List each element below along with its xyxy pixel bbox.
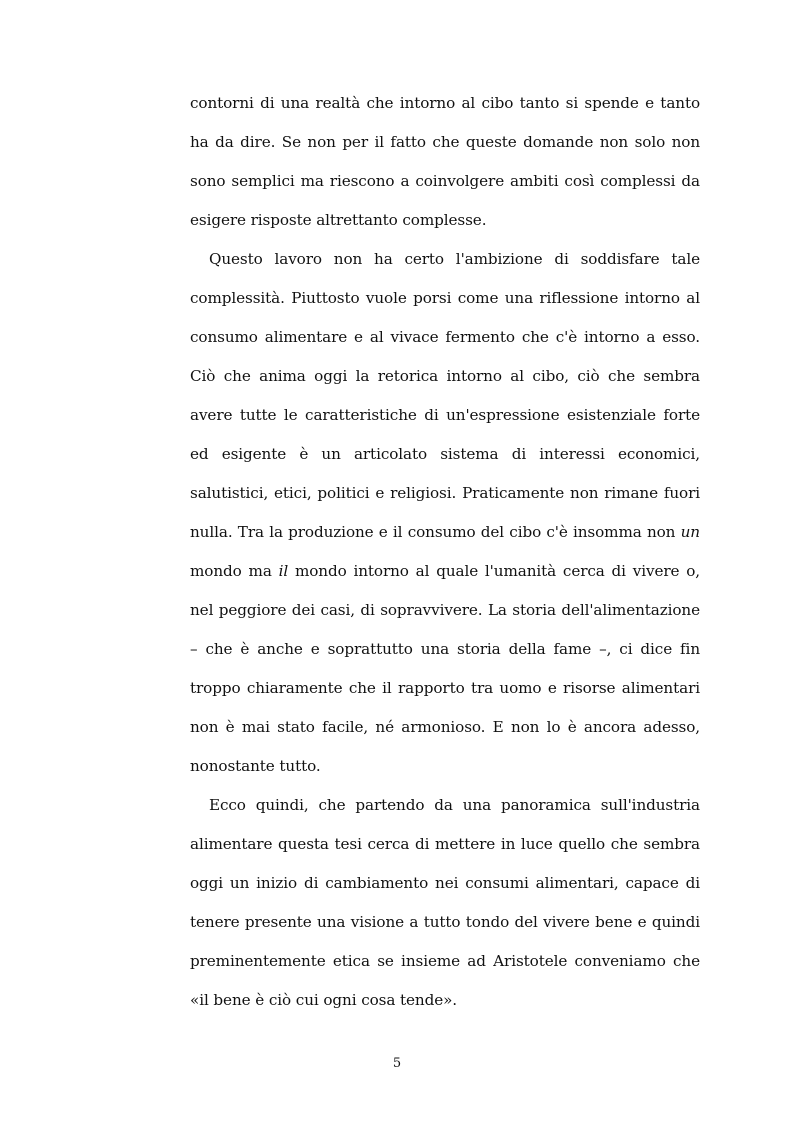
body-text [190,84,700,1020]
paragraph-3: Ecco quindi, che partendo da una panoramica sull'industria alimentare questa tesi cerca di mettere in luce quello che sembra oggi un inizio di cambiamento nei consumi alimentari, capace di tenere presente una visione a tutto tondo del vivere bene e quindi preminentemente etica se insieme ad Aristotele conveniamo che «il bene è ciò cui ogni cosa tende». [190,796,700,1009]
emphasis-un: un [680,523,700,541]
paragraph-2-part-b: mondo ma [190,562,279,580]
paragraph-2 [190,240,700,786]
page-number: 5 [392,1056,402,1071]
paragraph-2-part-c: mondo intorno al quale l'umanità cerca di vivere o, nel peggiore dei casi, di sopravvivere. La storia dell'alimentazione – che è anche e soprattutto una storia della fame –, ci dice fin troppo chiaramente che il rapporto tra uomo e risorse alimentari non è mai stato facile, né armonioso. E non lo è ancora adesso, nonostante tutto. [190,562,701,775]
emphasis-il: il [278,562,289,580]
paragraph-1: contorni di una realtà che intorno al cibo tanto si spende e tanto ha da dire. Se non per il fatto che queste domande non solo non sono semplici ma riescono a coinvolgere ambiti così complessi da esigere risposte altrettanto complesse. [190,94,700,229]
paragraph-2-part-a: Questo lavoro non ha certo l'ambizione di soddisfare tale complessità. Piuttosto vuole porsi come una riflessione intorno al consumo alimentare e al vivace fermento che c'è intorno a esso. Ciò che anima oggi la retorica intorno al cibo, ciò che sembra avere tutte le caratteristiche di un'espressione esistenziale forte ed esigente è un articolato sistema di interessi economici, salutistici, etici, politici e religiosi. Praticamente non rimane fuori nulla. Tra la produzione e il consumo del cibo c'è insomma non [190,250,700,541]
